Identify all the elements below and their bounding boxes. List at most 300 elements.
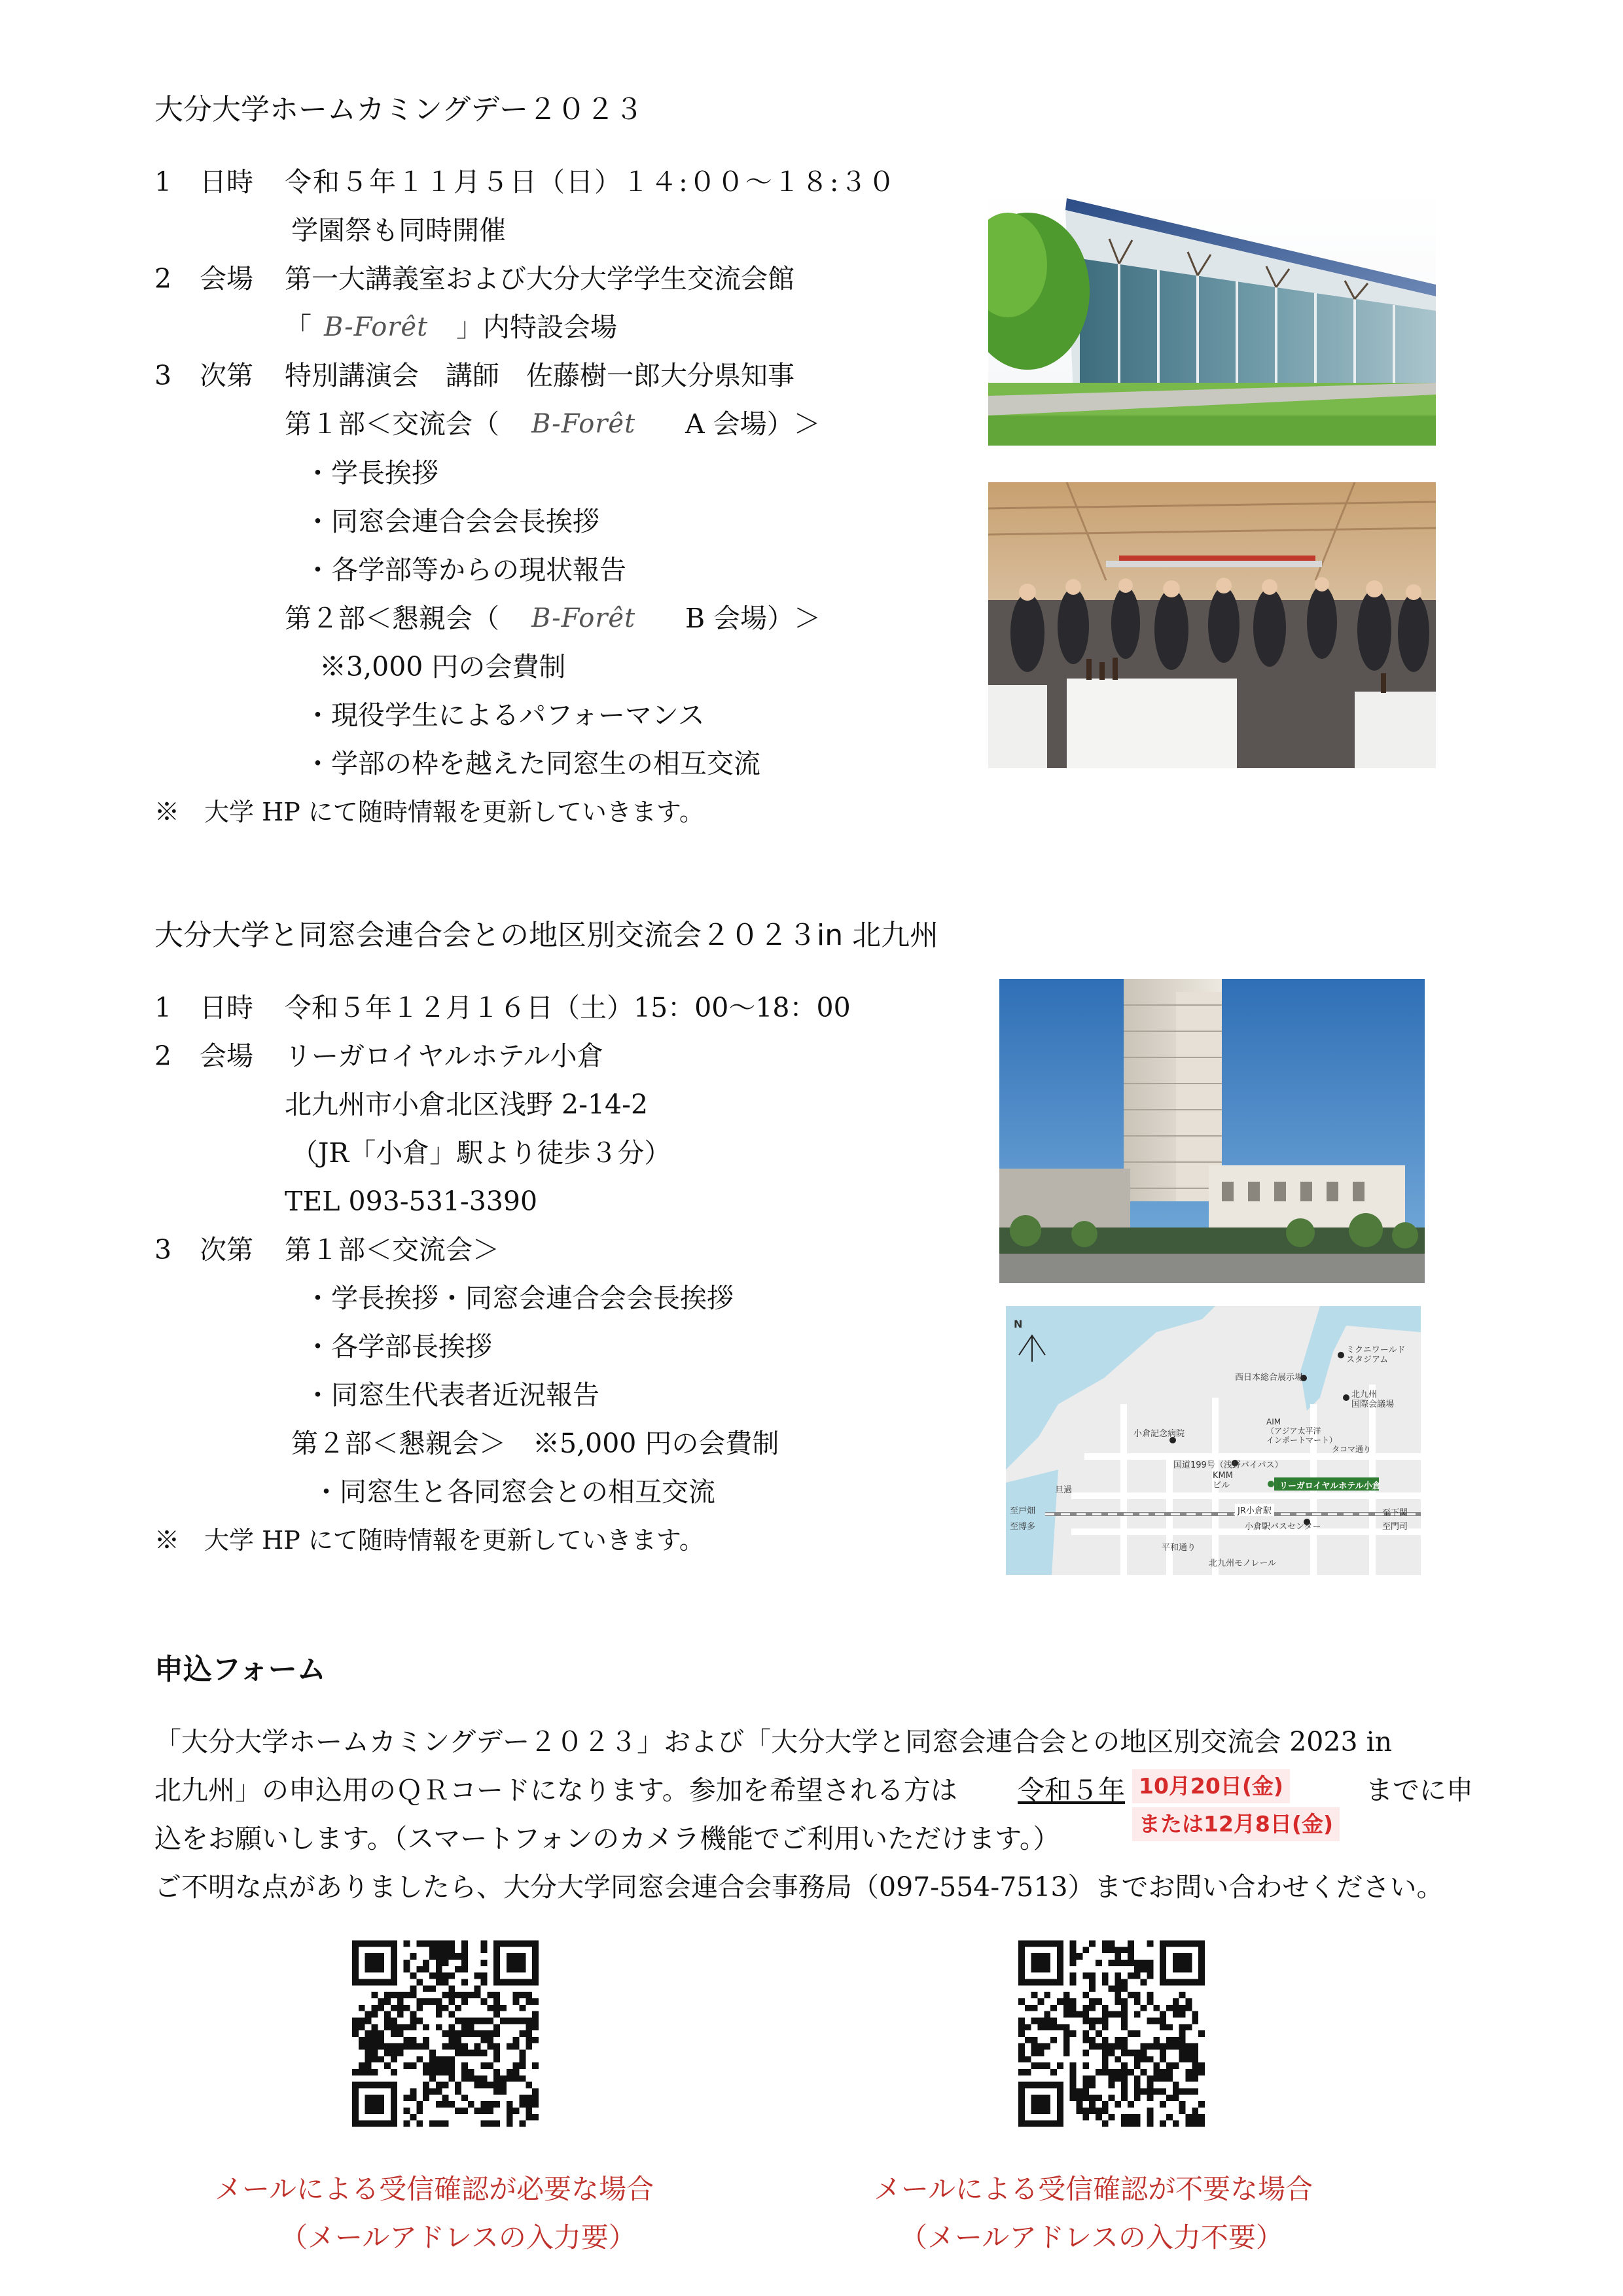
qr-module [1128, 1941, 1134, 1947]
kitakyushu-datetime: 令和５年１２月１６日（土）15：00～18：00 [285, 992, 851, 1023]
qr-module [359, 2082, 365, 2089]
qr-module [468, 2075, 474, 2082]
qr-module [1166, 1941, 1173, 1947]
qr-module [461, 2050, 468, 2057]
qr-module [532, 1973, 539, 1979]
qr-code-mail-required[interactable] [352, 1939, 539, 2128]
qr-module [397, 1998, 404, 2005]
qr-module [1134, 2075, 1141, 2082]
qr-module [442, 1960, 449, 1966]
qr-module [436, 1960, 442, 1966]
qr-module [481, 2037, 488, 2043]
qr-module [416, 1941, 423, 1947]
qr-module [416, 2108, 423, 2114]
qr-module [378, 1966, 384, 1973]
qr-module [1037, 2101, 1044, 2108]
qr-module [520, 2094, 526, 2101]
qr-module [1134, 2062, 1141, 2069]
qr-module [1082, 2011, 1089, 2018]
qr-module [1044, 1992, 1050, 1998]
qr-module [1089, 2094, 1096, 2101]
map-label: 平和通り [1162, 1543, 1196, 1553]
qr-module [1134, 1973, 1141, 1979]
qr-module [1070, 1998, 1077, 2005]
qr-module [1089, 2024, 1096, 2030]
qr-module [391, 2069, 397, 2075]
qr-module [455, 2037, 461, 2043]
qr-module [1089, 2082, 1096, 2089]
kitakyushu-item-label: 会場 [200, 1040, 253, 1072]
qr-module [1198, 1960, 1205, 1966]
qr-module [1186, 2114, 1192, 2121]
qr-module [1186, 2050, 1192, 2057]
qr-module [1031, 1953, 1038, 1960]
qr-module [1050, 2121, 1057, 2127]
qr-module [1089, 2075, 1096, 2082]
qr-module [1018, 2101, 1025, 2108]
qr-module [1141, 1960, 1147, 1966]
program-item: ・同窓会連合会会長挨拶 [304, 506, 599, 537]
qr-module [474, 2082, 481, 2089]
qr-module [1025, 1979, 1031, 1985]
map-label: 北九州モノレール [1209, 1559, 1277, 1568]
qr-module [365, 1941, 372, 1947]
qr-module [1179, 2101, 1186, 2108]
qr-module [1070, 2082, 1077, 2089]
qr-module [1166, 2043, 1173, 2050]
qr-module [352, 2089, 359, 2095]
qr-module [378, 2030, 384, 2037]
qr-module [423, 1941, 429, 1947]
qr-module [1057, 2062, 1063, 2069]
qr-module [397, 1992, 404, 1998]
qr-module [1179, 2005, 1186, 2011]
qr-module [1173, 2005, 1179, 2011]
qr-module [1089, 1941, 1096, 1947]
qr-module [1160, 2024, 1166, 2030]
qr-module [1018, 1979, 1025, 1985]
qr-module [371, 1966, 378, 1973]
qr-module [520, 2017, 526, 2024]
qr-module [371, 2024, 378, 2030]
qr-module [474, 2108, 481, 2114]
qr-module [1128, 1992, 1134, 1998]
deadline-kitakyushu: または12月8日(金) [1132, 1807, 1340, 1841]
qr-module [526, 2043, 532, 2050]
qr-module [1082, 2082, 1089, 2089]
part1-heading: 第１部＜交流会＞ [285, 1234, 499, 1265]
qr-module [461, 2094, 468, 2101]
qr-module [1166, 2075, 1173, 2082]
qr-module [378, 2037, 384, 2043]
qr-module [1031, 1992, 1038, 1998]
qr-module [1173, 2011, 1179, 2018]
qr-module [442, 2094, 449, 2101]
qr-module [391, 2005, 397, 2011]
qr-module [404, 1966, 410, 1973]
qr-module [1096, 2114, 1102, 2121]
program-item: ・現役学生によるパフォーマンス [304, 699, 705, 731]
qr-module [1076, 2108, 1082, 2114]
qr-module [371, 2050, 378, 2057]
qr-module [1186, 2075, 1192, 2082]
qr-module [1089, 2037, 1096, 2043]
qr-module [397, 2011, 404, 2018]
qr-module [365, 2030, 372, 2037]
qr-module [1044, 2043, 1050, 2050]
qr-module [1018, 2017, 1025, 2024]
qr-module [493, 2082, 500, 2089]
qr-module [468, 2069, 474, 2075]
qr-module [532, 1953, 539, 1960]
qr-module [391, 2024, 397, 2030]
qr2-caption: メールによる受信確認が不要な場合 [874, 2173, 1313, 2205]
qr-module [474, 2050, 481, 2057]
qr-module [416, 2056, 423, 2062]
qr-module [1044, 2024, 1050, 2030]
qr-module [1082, 1947, 1089, 1953]
qr-module [384, 1998, 391, 2005]
qr-module [1128, 1947, 1134, 1953]
qr-module [1031, 1966, 1038, 1973]
qr-module [1173, 1960, 1179, 1966]
qr-module [1109, 1985, 1115, 1992]
qr-module [391, 2017, 397, 2024]
qr-module [1057, 2114, 1063, 2121]
qr-module [493, 2050, 500, 2057]
qr-module [1134, 1960, 1141, 1966]
qr-module [1128, 1973, 1134, 1979]
qr-module [365, 2017, 372, 2024]
qr-module [429, 2121, 436, 2127]
qr-module [526, 2108, 532, 2114]
qr-module [1109, 2011, 1115, 2018]
qr-module [1109, 2069, 1115, 2075]
qr-module [442, 2062, 449, 2069]
qr-module [352, 1979, 359, 1985]
venue-address: 北九州市小倉北区浅野 2-14-2 [285, 1089, 649, 1120]
qr-module [532, 2062, 539, 2069]
qr-module [448, 1947, 455, 1953]
qr-module [526, 2114, 532, 2121]
qr-module [461, 1953, 468, 1960]
qr-module [481, 1979, 488, 1985]
qr-module [500, 2082, 507, 2089]
qr-module [1070, 1947, 1077, 1953]
qr-module [1025, 2056, 1031, 2062]
qr-module [1147, 2089, 1154, 2095]
qr-module [1186, 2069, 1192, 2075]
venue-tel: TEL 093-531-3390 [285, 1186, 538, 1217]
qr-module [474, 1985, 481, 1992]
qr-module [1082, 2114, 1089, 2121]
qr-module [410, 2017, 416, 2024]
qr-module [1031, 2043, 1038, 2050]
qr-module [1089, 2043, 1096, 2050]
qr-code-mail-not-required[interactable] [1018, 1939, 1205, 2128]
qr-module [1141, 2050, 1147, 2057]
qr-module [513, 2043, 520, 2050]
qr-module [371, 1960, 378, 1966]
qr-module [442, 2101, 449, 2108]
qr-module [423, 1960, 429, 1966]
qr-module [468, 2101, 474, 2108]
qr-module [1109, 2114, 1115, 2121]
qr-module [1186, 2089, 1192, 2095]
qr-module [365, 2037, 372, 2043]
deadline-era: 令和５年 [1018, 1775, 1125, 1806]
qr-module [371, 2082, 378, 2089]
qr-module [532, 2017, 539, 2024]
qr-module [371, 2030, 378, 2037]
qr-module [507, 2121, 513, 2127]
qr-module [1082, 2030, 1089, 2037]
qr-module [507, 1960, 513, 1966]
qr-module [1102, 2101, 1109, 2108]
qr-module [455, 2017, 461, 2024]
qr-module [1147, 1998, 1154, 2005]
qr-module [1173, 2037, 1179, 2043]
qr-module [493, 2101, 500, 2108]
qr-module [378, 2101, 384, 2108]
qr-module [352, 2082, 359, 2089]
qr-module [1025, 2037, 1031, 2043]
qr-module [1192, 2114, 1198, 2121]
qr-module [1173, 2089, 1179, 2095]
qr-module [493, 2089, 500, 2095]
qr-module [1160, 2121, 1166, 2127]
qr-module [371, 1941, 378, 1947]
qr-module [1044, 1953, 1050, 1960]
qr-module [1198, 2062, 1205, 2069]
qr-module [1044, 2011, 1050, 2018]
qr-module [352, 2101, 359, 2108]
qr-module [455, 2050, 461, 2057]
qr-module [520, 1966, 526, 1973]
qr-module [1147, 2017, 1154, 2024]
qr-module [532, 1998, 539, 2005]
qr-module [1179, 1960, 1186, 1966]
qr-module [1096, 2069, 1102, 2075]
program-item: ・学長挨拶 [304, 457, 438, 489]
qr-module [1121, 2094, 1128, 2101]
qr-module [532, 1941, 539, 1947]
qr-module [1057, 2121, 1063, 2127]
qr-module [481, 2050, 488, 2057]
qr-module [1186, 1960, 1192, 1966]
qr-module [1102, 1973, 1109, 1979]
qr-module [378, 2082, 384, 2089]
qr-module [532, 2037, 539, 2043]
qr-module [391, 1973, 397, 1979]
form-paragraph-line: までに申 [1366, 1775, 1473, 1806]
qr-module [481, 2101, 488, 2108]
qr-module [520, 1992, 526, 1998]
qr-module [1192, 2089, 1198, 2095]
qr-module [1134, 2011, 1141, 2018]
qr-module [410, 2043, 416, 2050]
qr-module [1186, 1953, 1192, 1960]
qr-module [1147, 2094, 1154, 2101]
qr-module [1192, 2050, 1198, 2057]
qr-module [487, 2037, 493, 2043]
qr-module [352, 2094, 359, 2101]
qr-module [436, 2121, 442, 2127]
qr-module [448, 2011, 455, 2018]
qr-module [391, 2043, 397, 2050]
deadline-homecoming: 10月20日(金) [1132, 1769, 1290, 1803]
qr-module [520, 2050, 526, 2057]
qr-module [1147, 2043, 1154, 2050]
qr-module [1018, 2114, 1025, 2121]
qr-module [493, 1979, 500, 1985]
qr-module [1082, 2075, 1089, 2082]
qr-module [1186, 2121, 1192, 2127]
qr-module [1096, 2030, 1102, 2037]
qr-module [461, 1960, 468, 1966]
qr-module [1192, 2043, 1198, 2050]
qr-module [1160, 1941, 1166, 1947]
qr-module [513, 1960, 520, 1966]
qr-module [1031, 2017, 1038, 2024]
qr-module [1186, 2043, 1192, 2050]
qr-module [1057, 1979, 1063, 1985]
qr-module [1153, 2017, 1160, 2024]
qr-module [1121, 2037, 1128, 2043]
qr-module [442, 2082, 449, 2089]
qr-module [442, 1947, 449, 1953]
map-label: 旦過 [1055, 1485, 1073, 1495]
qr-module [1173, 1998, 1179, 2005]
qr-module [1082, 2037, 1089, 2043]
qr-module [1102, 2108, 1109, 2114]
qr-module [1070, 1953, 1077, 1960]
qr-module [1128, 1953, 1134, 1960]
qr-module [1192, 2056, 1198, 2062]
bforet-logo: B-Forêt [531, 409, 636, 439]
qr-module [1109, 2094, 1115, 2101]
qr-module [1160, 2069, 1166, 2075]
qr-module [526, 2101, 532, 2108]
qr-module [352, 1947, 359, 1953]
qr-module [1160, 1979, 1166, 1985]
qr-module [481, 2062, 488, 2069]
qr-module [507, 2017, 513, 2024]
qr-module [1198, 1947, 1205, 1953]
qr-module [1031, 2108, 1038, 2114]
qr-module [1076, 2089, 1082, 2095]
qr-module [429, 1947, 436, 1953]
qr-module [1166, 2114, 1173, 2121]
qr-module [352, 2121, 359, 2127]
qr-module [359, 2017, 365, 2024]
north-arrow-label: N [1014, 1318, 1023, 1330]
qr-module [513, 1998, 520, 2005]
qr-module [507, 2043, 513, 2050]
qr-module [429, 2069, 436, 2075]
qr-module [487, 2082, 493, 2089]
qr-module [371, 1953, 378, 1960]
qr-module [1128, 2030, 1134, 2037]
qr-module [1173, 1979, 1179, 1985]
qr-module [1192, 2069, 1198, 2075]
qr-module [442, 2030, 449, 2037]
qr-module [1070, 1941, 1077, 1947]
qr-module [526, 2037, 532, 2043]
qr-module [371, 2121, 378, 2127]
qr-module [429, 1941, 436, 1947]
qr-module [365, 2043, 372, 2050]
qr-module [371, 2069, 378, 2075]
homecoming-item-label: 次第 [200, 360, 253, 391]
qr-module [1186, 2005, 1192, 2011]
qr-module [1076, 2094, 1082, 2101]
qr-module [1037, 1953, 1044, 1960]
homecoming-item-label: 日時 [200, 166, 253, 198]
qr-module [378, 2005, 384, 2011]
qr-module [442, 1979, 449, 1985]
qr-module [436, 1947, 442, 1953]
qr-module [1179, 2043, 1186, 2050]
qr-module [378, 1953, 384, 1960]
qr-module [520, 2121, 526, 2127]
qr-module [1070, 2005, 1077, 2011]
qr-module [1198, 2069, 1205, 2075]
qr-module [442, 2005, 449, 2011]
qr-module [1198, 2121, 1205, 2127]
qr-module [1153, 2043, 1160, 2050]
qr-module [436, 2056, 442, 2062]
qr-module [404, 2005, 410, 2011]
qr-module [429, 2056, 436, 2062]
qr-module [352, 2069, 359, 2075]
qr-module [448, 2075, 455, 2082]
qr-module [423, 2089, 429, 2095]
qr-module [1166, 2005, 1173, 2011]
qr-module [384, 2121, 391, 2127]
qr-module [391, 2094, 397, 2101]
qr-module [1018, 2089, 1025, 2095]
qr-module [1147, 2075, 1154, 2082]
qr-module [1031, 2101, 1038, 2108]
qr-module [1018, 2056, 1025, 2062]
qr-module [1153, 2069, 1160, 2075]
kitakyushu-note: ※ 大学 HP にて随時情報を更新していきます。 [154, 1526, 704, 1555]
qr-module [371, 1979, 378, 1985]
qr-module [442, 1941, 449, 1947]
qr-module [1057, 2101, 1063, 2108]
qr-module [532, 2024, 539, 2030]
qr-module [1179, 2050, 1186, 2057]
qr-module [1018, 2050, 1025, 2057]
qr-module [1044, 2094, 1050, 2101]
qr-module [1102, 2069, 1109, 2075]
qr-module [455, 1953, 461, 1960]
qr-module [481, 1960, 488, 1966]
qr-module [481, 2017, 488, 2024]
qr-module [1025, 1941, 1031, 1947]
qr-module [378, 1998, 384, 2005]
qr-module [507, 2101, 513, 2108]
qr-module [1057, 2024, 1063, 2030]
qr-module [448, 1992, 455, 1998]
form-contact-line: ご不明な点がありましたら、大分大学同窓会連合会事務局（097-554-7513）までお問い合わせください。 [154, 1871, 1444, 1903]
qr-module [404, 2037, 410, 2043]
qr-module [1018, 1998, 1025, 2005]
qr-module [423, 1985, 429, 1992]
qr-module [1147, 2114, 1154, 2121]
qr-module [493, 1947, 500, 1953]
